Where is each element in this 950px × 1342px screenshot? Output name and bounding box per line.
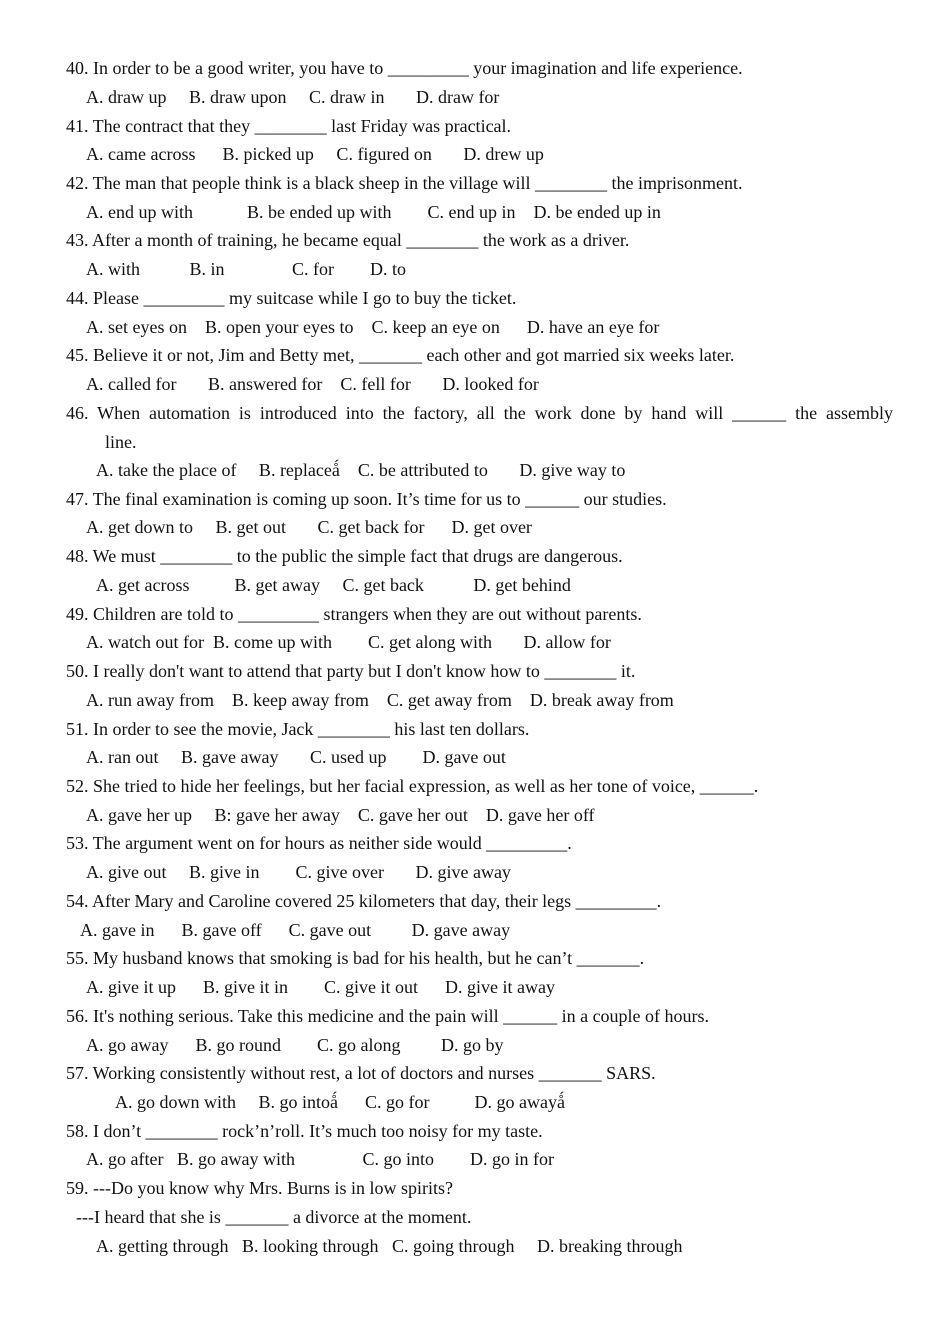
question-53-options: A. give out B. give in C. give over D. give away bbox=[86, 862, 511, 882]
question-55-stem: 55. My husband knows that smoking is bad for his health, but he can’t _______. bbox=[66, 948, 645, 968]
question-42-stem: 42. The man that people think is a black sheep in the village will ________ the imprisonment. bbox=[66, 173, 743, 193]
question-47-stem: 47. The final examination is coming up soon. It’s time for us to ______ our studies. bbox=[66, 489, 667, 509]
question-59-reply: ---I heard that she is _______ a divorce at the moment. bbox=[76, 1207, 472, 1227]
question-50-options: A. run away from B. keep away from C. get away from D. break away from bbox=[86, 690, 674, 710]
question-58-options: A. go after B. go away with C. go into D. go in for bbox=[86, 1149, 554, 1169]
question-43-options: A. with B. in C. for D. to bbox=[86, 259, 407, 279]
question-51-stem: 51. In order to see the movie, Jack ________ his last ten dollars. bbox=[66, 719, 530, 739]
question-43-stem: 43. After a month of training, he became equal ________ the work as a driver. bbox=[66, 230, 630, 250]
question-56-stem: 56. It's nothing serious. Take this medicine and the pain will ______ in a couple of hours. bbox=[66, 1006, 710, 1026]
question-54-stem: 54. After Mary and Caroline covered 25 kilometers that day, their legs _________. bbox=[66, 891, 662, 911]
question-49-stem: 49. Children are told to _________ strangers when they are out without parents. bbox=[66, 604, 642, 624]
question-58-stem: 58. I don’t ________ rock’n’roll. It’s much too noisy for my taste. bbox=[66, 1121, 543, 1141]
question-46-stem: 46. When automation is introduced into the factory, all the work done by hand will ______ the assembly bbox=[66, 403, 893, 423]
question-57-stem: 57. Working consistently without rest, a lot of doctors and nurses _______ SARS. bbox=[66, 1063, 656, 1083]
question-53-stem: 53. The argument went on for hours as neither side would _________. bbox=[66, 833, 572, 853]
question-40-options: A. draw up B. draw upon C. draw in D. draw for bbox=[86, 87, 500, 107]
question-46-options: A. take the place of B. replaceǻ C. be attributed to D. give way to bbox=[96, 460, 626, 480]
question-45-stem: 45. Believe it or not, Jim and Betty met, _______ each other and got married six weeks later. bbox=[66, 345, 735, 365]
question-52-stem: 52. She tried to hide her feelings, but her facial expression, as well as her tone of voice, ______. bbox=[66, 776, 759, 796]
question-46-stem-continued: line. bbox=[105, 432, 137, 452]
question-54-options: A. gave in B. gave off C. gave out D. gave away bbox=[80, 920, 511, 940]
question-50-stem: 50. I really don't want to attend that party but I don't know how to ________ it. bbox=[66, 661, 636, 681]
question-59-stem: 59. ---Do you know why Mrs. Burns is in low spirits? bbox=[66, 1178, 453, 1198]
question-56-options: A. go away B. go round C. go along D. go by bbox=[86, 1035, 504, 1055]
question-42-options: A. end up with B. be ended up with C. end up in D. be ended up in bbox=[86, 202, 661, 222]
question-48-stem: 48. We must ________ to the public the simple fact that drugs are dangerous. bbox=[66, 546, 623, 566]
question-49-options: A. watch out for B. come up with C. get along with D. allow for bbox=[86, 632, 611, 652]
question-45-options: A. called for B. answered for C. fell for D. looked for bbox=[86, 374, 539, 394]
question-41-stem: 41. The contract that they ________ last Friday was practical. bbox=[66, 116, 512, 136]
question-55-options: A. give it up B. give it in C. give it out D. give it away bbox=[86, 977, 555, 997]
question-41-options: A. came across B. picked up C. figured on D. drew up bbox=[86, 144, 544, 164]
question-44-options: A. set eyes on B. open your eyes to C. keep an eye on D. have an eye for bbox=[86, 317, 660, 337]
question-44-stem: 44. Please _________ my suitcase while I go to buy the ticket. bbox=[66, 288, 517, 308]
question-47-options: A. get down to B. get out C. get back for D. get over bbox=[86, 517, 532, 537]
question-52-options: A. gave her up B: gave her away C. gave her out D. gave her off bbox=[86, 805, 595, 825]
question-51-options: A. ran out B. gave away C. used up D. gave out bbox=[86, 747, 506, 767]
question-57-options: A. go down with B. go intoǻ C. go for D. go awayǻ bbox=[115, 1092, 565, 1112]
question-59-options: A. getting through B. looking through C. going through D. breaking through bbox=[96, 1236, 683, 1256]
question-40-stem: 40. In order to be a good writer, you have to _________ your imagination and life experience. bbox=[66, 58, 743, 78]
question-48-options: A. get across B. get away C. get back D. get behind bbox=[96, 575, 571, 595]
